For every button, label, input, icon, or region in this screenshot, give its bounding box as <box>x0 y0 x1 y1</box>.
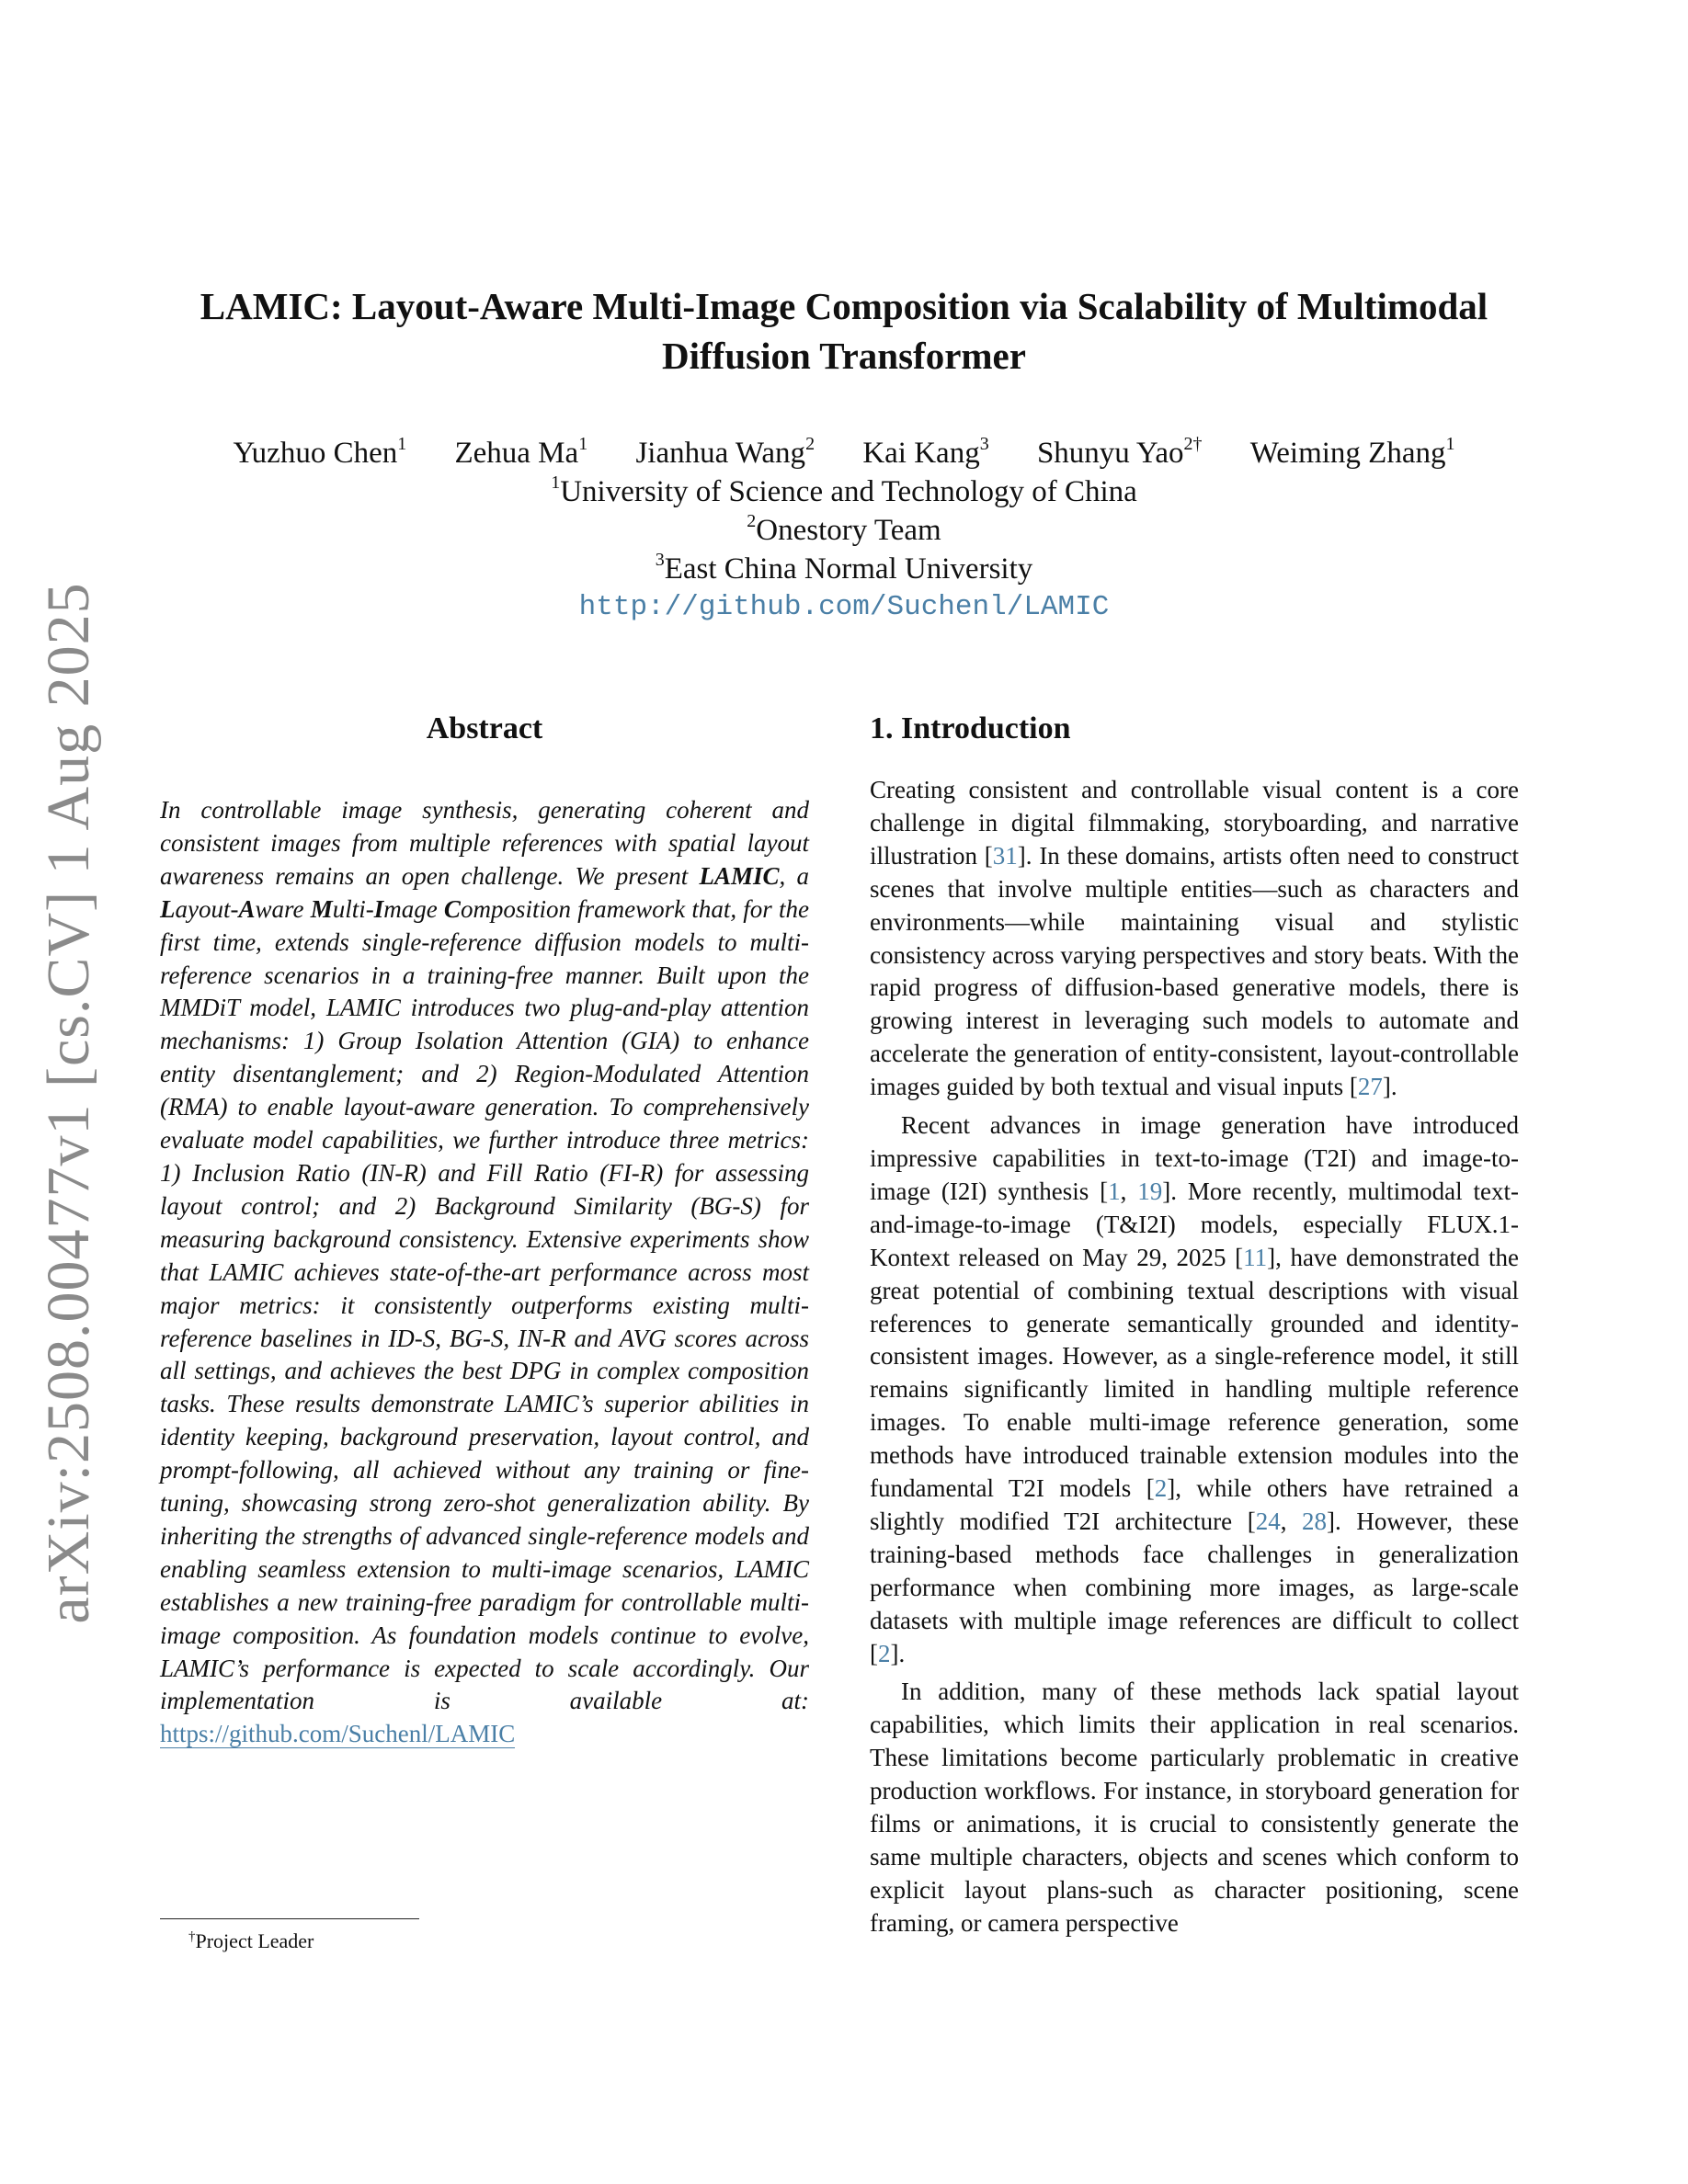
citation-link[interactable]: 2 <box>878 1639 891 1667</box>
affiliation: $^1$University of Science and Technology of China <box>551 472 1137 508</box>
footnote-divider <box>160 1918 419 1919</box>
title-line-1: LAMIC: Layout-Aware Multi-Image Composition via Scalability of Multimodal <box>200 285 1488 327</box>
left-column <box>160 710 809 1751</box>
citation-link[interactable]: 31 <box>992 841 1018 870</box>
arxiv-watermark: arXiv:2508.00477v1 [cs.CV] 1 Aug 2025 <box>35 582 102 1624</box>
project-url-link[interactable]: http://github.com/Suchenl/LAMIC <box>578 591 1110 623</box>
paper-title <box>127 281 1561 381</box>
affiliation: $^3$East China Normal University <box>655 550 1033 586</box>
right-column <box>870 710 1519 1940</box>
citation-link[interactable]: 27 <box>1357 1073 1383 1101</box>
title-line-2: Diffusion Transformer <box>662 335 1026 377</box>
citation-link[interactable]: 11 <box>1243 1243 1268 1271</box>
introduction-body <box>870 774 1519 1940</box>
author-list <box>0 434 1688 472</box>
abstract-heading: Abstract <box>426 711 543 745</box>
author: Kai Kang$^3$ <box>862 434 989 470</box>
author: Weiming Zhang$^1$ <box>1249 434 1455 470</box>
abstract-code-link[interactable]: https://github.com/Suchenl/LAMIC <box>160 1720 516 1748</box>
author: Jianhua Wang$^2$ <box>635 434 815 470</box>
citation-link[interactable]: 2 <box>1154 1474 1168 1503</box>
citation-link[interactable]: 1 <box>1108 1177 1121 1205</box>
author: Shunyu Yao$^{2\dagger}$ <box>1036 434 1203 470</box>
citation-link[interactable]: 24 <box>1255 1507 1281 1535</box>
intro-paragraph-3: In addition, many of these methods lack spatial layout capabilities, which limits their application in real scenarios. These limitations become particularly problematic in creative production workflows. For instance, in storyboard generation for films or animations, it is crucial to consistently generate the same multiple characters, objects and scenes which conform to explicit layout plans-such as character positioning, scene framing, or camera perspective <box>870 1678 1519 1937</box>
paper-header <box>0 281 1688 627</box>
abstract-text: In controllable image synthesis, generating coherent and consistent images from multiple references with spatial layout awareness remains an open challenge. We present LAMIC, a Layout-Aware Multi-Image Composition framework that, for the first time, extends single-reference diffusion models to multi-reference scenarios in a training-free manner. Built upon the MMDiT model, LAMIC introduces two plug-and-play attention mechanisms: 1) Group Isolation Attention (GIA) to enhance entity disentanglement; and 2) Region-Modulated Attention (RMA) to enable layout-aware generation. To comprehensively evaluate model capabilities, we further introduce three metrics: 1) Inclusion Ratio (IN-R) and Fill Ratio (FI-R) for assessing layout control; and 2) Background Similarity (BG-S) for measuring background consistency. Extensive experiments show that LAMIC achieves state-of-the-art performance across most major metrics: it consistently outperforms existing multi-reference baselines in ID-S, BG-S, IN-R and AVG scores across all settings, and achieves the best DPG in complex composition tasks. These results demonstrate LAMIC’s superior abilities in identity keeping, background preservation, layout control, and prompt-following, all achieved without any training or fine-tuning, showcasing strong zero-shot generalization ability. By inheriting the strengths of advanced single-reference models and enabling seamless extension to multi-image scenarios, LAMIC establishes a new training-free paradigm for controllable multi-image composition. As foundation models continue to evolve, LAMIC’s performance is expected to scale accordingly. Our implementation is available at: https://github.com/Suchenl/LAMIC <box>160 796 809 1748</box>
citation-link[interactable]: 19 <box>1137 1177 1163 1205</box>
citation-link[interactable]: 28 <box>1302 1507 1328 1535</box>
author: Zehua Ma$^1$ <box>454 434 588 470</box>
intro-paragraph-2: Recent advances in image generation have introduced impressive capabilities in text-to-image (T2I) and image-to-image (I2I) synthesis [1, 19]. More recently, multimodal text-and-image-to-image (T&I2I) models, especially FLUX.1-Kontext released on May 29, 2025 [11], have demonstrated the great potential of combining textual descriptions with visual references to generate semantically grounded and identity-consistent images. However, as a single-reference model, it still remains significantly limited in handling multiple reference images. To enable multi-image reference generation, some methods have introduced trainable extension modules into the fundamental T2I models [2], while others have retrained a slightly modified T2I architecture [24, 28]. However, these training-based methods face challenges in generalization performance when combining more images, as large-scale datasets with multiple image references are difficult to collect [2]. <box>870 1111 1520 1667</box>
affiliation: $^2$Onestory Team <box>747 511 941 547</box>
intro-paragraph-1: Creating consistent and controllable visual content is a core challenge in digital filmmaking, storyboarding, and narrative illustration [31]. In these domains, artists often need to construct scenes that involve multiple entities—such as characters and environments—while maintaining visual and stylistic consistency across varying perspectives and story beats. With the rapid progress of diffusion-based generative models, there is growing interest in leveraging such models to automate and accelerate the generation of entity-consistent, layout-controllable images guided by both textual and visual inputs [27]. <box>870 776 1519 1101</box>
author: Yuzhuo Chen$^1$ <box>233 434 407 470</box>
footnote: †Project Leader <box>188 1929 314 1952</box>
introduction-heading: 1. Introduction <box>870 711 1071 745</box>
